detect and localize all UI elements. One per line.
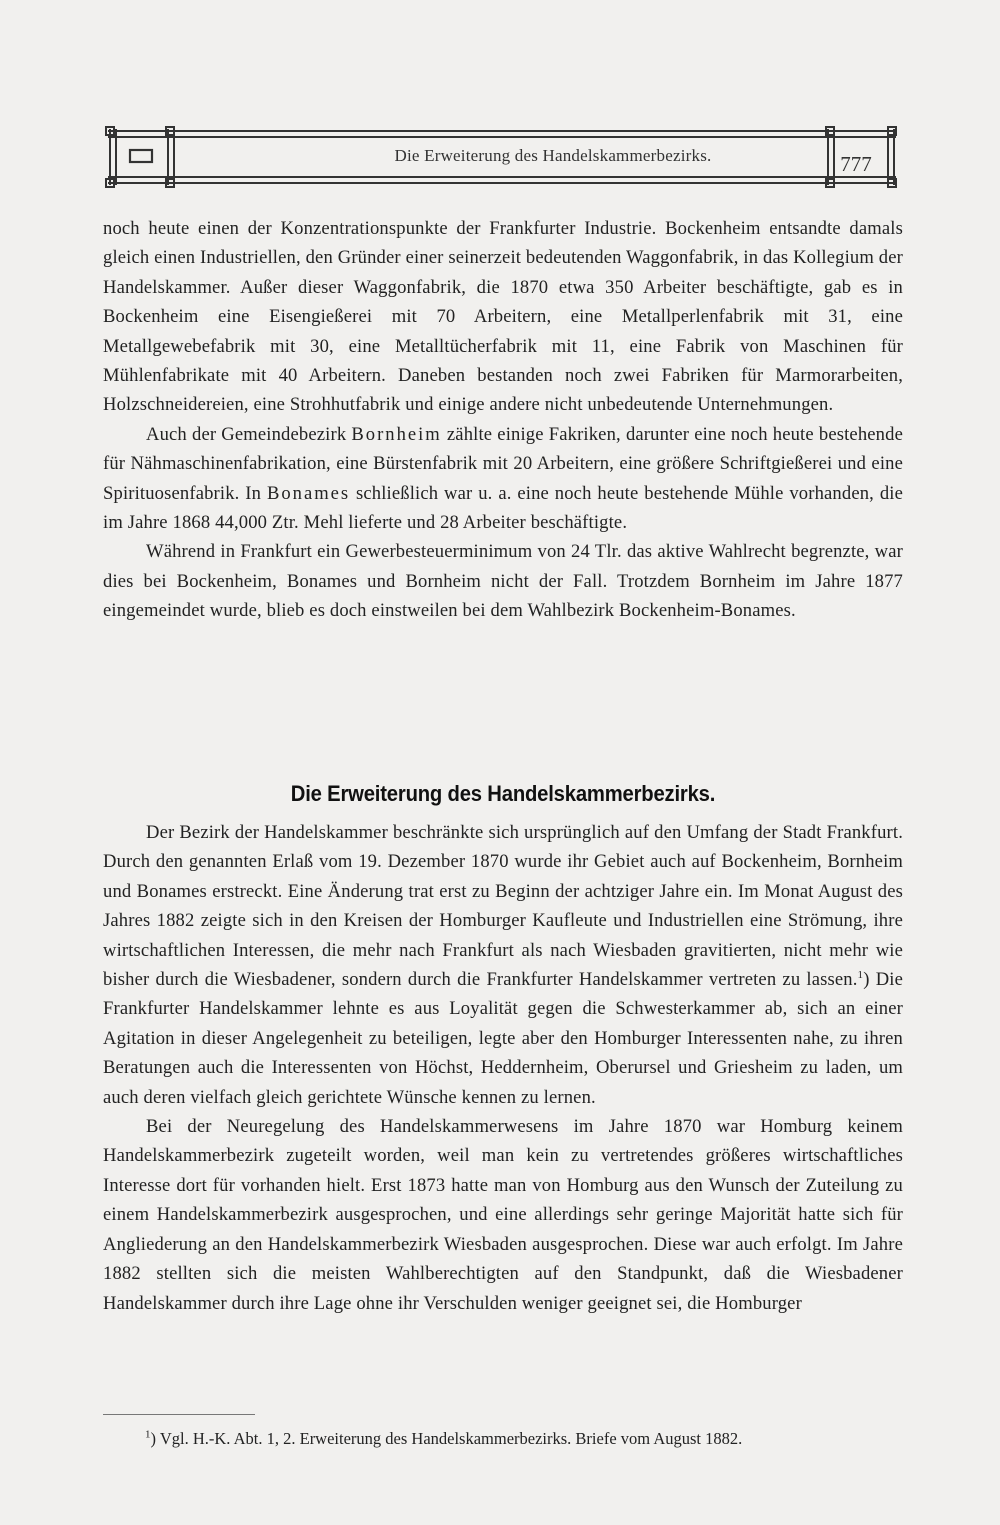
paragraph-bezirk bbox=[103, 818, 903, 1112]
footnote-divider bbox=[103, 1414, 255, 1415]
text-fragment: ) Die Frankfurter Handelskammer lehnte es aus Loyalität gegen die Schwesterkammer ab, sich an einer Agitation in dieser Angelegenheit zu beteiligen, legte aber den Homburger Interessenten nahe, zu ihren Beratungen auch die Interessenten von Höchst, Heddernheim, Oberursel und Griesheim zu laden, um auch deren vielfach gleich gerichtete Wünsche kennen zu lernen. bbox=[103, 969, 903, 1108]
footnote-text: ) Vgl. H.-K. Abt. 1, 2. Erweiterung des Handelskammerbezirks. Briefe vom August 1882. bbox=[150, 1429, 743, 1448]
text-fragment: zählte einige Fakriken, darunter eine noch heute bestehende für Nähmaschinenfabrikation, eine Bürstenfabrik mit 20 Arbeitern, eine größere Schriftgießerei und eine Spirituosenfabrik. In bbox=[103, 423, 903, 504]
place-name-bonames: Bonames bbox=[266, 482, 351, 504]
paragraph-wahlrecht: Während in Frankfurt ein Gewerbesteuerminimum von 24 Tlr. das aktive Wahlrecht begrenzte, war dies bei Bockenheim, Bonames und Bornheim nicht der Fall. Trotzdem Bornheim im Jahre 1877 eingemeindet wurde, blieb es doch einstweilen bei dem Wahlbezirk Bockenheim-Bonames. bbox=[103, 541, 903, 622]
page-number: 777 bbox=[840, 152, 872, 176]
text-fragment: schließlich war u. a. eine noch heute bestehende Mühle vorhanden, die im Jahre 1868 44,000 Ztr. Mehl lieferte und 28 Arbeiter beschäftigte. bbox=[103, 482, 903, 534]
paragraph-homburg: Bei der Neuregelung des Handelskammerwesens im Jahre 1870 war Homburg keinem Handelskammerbezirk zugeteilt worden, weil man kein zu vertretendes größeres wirtschaftliches Interesse dort für vorhanden hielt. Erst 1873 hatte man von Homburg aus den Wunsch der Zuteilung zu einem Handelskammerbezirk ausgesprochen, und eine allerdings sehr geringe Majorität hatte sich für Angliederung an den Handelskammerbezirk Wiesbaden ausgesprochen. Diese war auch erfolgt. Im Jahre 1882 stellten sich die meisten Wahlberechtigten auf den Standpunkt, daß die Wiesbadener Handelskammer durch ihre Lage ohne ihr Verschulden weniger geeignet sei, die Homburger bbox=[103, 1116, 903, 1314]
text-block-top bbox=[103, 214, 903, 626]
place-name-bornheim: Bornheim bbox=[351, 423, 442, 445]
footnote-marker: 1 bbox=[145, 1428, 151, 1441]
text-block-section bbox=[103, 818, 903, 1318]
footnote bbox=[145, 1428, 905, 1450]
footnote-reference: 1 bbox=[857, 968, 864, 981]
text-fragment: Auch der Gemeindebezirk bbox=[146, 423, 352, 445]
paragraph-bockenheim: noch heute einen der Konzentrationspunkte der Frankfurter Industrie. Bockenheim entsandte damals gleich einen Industriellen, den Gründer einer seinerzeit bedeutenden Waggonfabrik, in das Kollegium der Handelskammer. Außer dieser Waggonfabrik, die 1870 etwa 350 Arbeiter beschäftigte, gab es in Bockenheim eine Eisengießerei mit 70 Arbeitern, eine Metallperlenfabrik mit 31, eine Metallgewebefabrik mit 30, eine Metalltücherfabrik mit 11, eine Fabrik von Maschinen für Mühlenfabrikate mit 40 Arbeitern. Daneben bestanden noch zwei Fabriken für Marmorarbeiten, Holzschneidereien, eine Strohhutfabrik und einige andere nicht unbedeutende Unternehmungen. bbox=[103, 218, 903, 416]
running-title: Die Erweiterung des Handelskammerbezirks. bbox=[394, 146, 712, 165]
paragraph-bornheim-bonames bbox=[103, 420, 903, 538]
text-fragment: Der Bezirk der Handelskammer beschränkte sich ursprünglich auf den Umfang der Stadt Frankfurt. Durch den genannten Erlaß vom 19. Dezember 1870 wurde ihr Gebiet auch auf Bockenheim, Bornheim und Bonames erstreckt. Eine Änderung trat erst zu Beginn der achtziger Jahre ein. Im Monat August des Jahres 1882 zeigte sich in den Kreisen der Homburger Kaufleute und Industriellen eine Strömung, ihre wirtschaftlichen Interessen, die mehr nach Frankfurt als nach Wiesbaden gravitierten, nicht mehr wie bisher durch die Wiesbadener, sondern durch die Frankfurter Handelskammer vertreten zu lassen. bbox=[103, 822, 903, 991]
section-heading: Die Erweiterung des Handelskammerbezirks. bbox=[290, 781, 716, 806]
running-header bbox=[102, 126, 902, 188]
